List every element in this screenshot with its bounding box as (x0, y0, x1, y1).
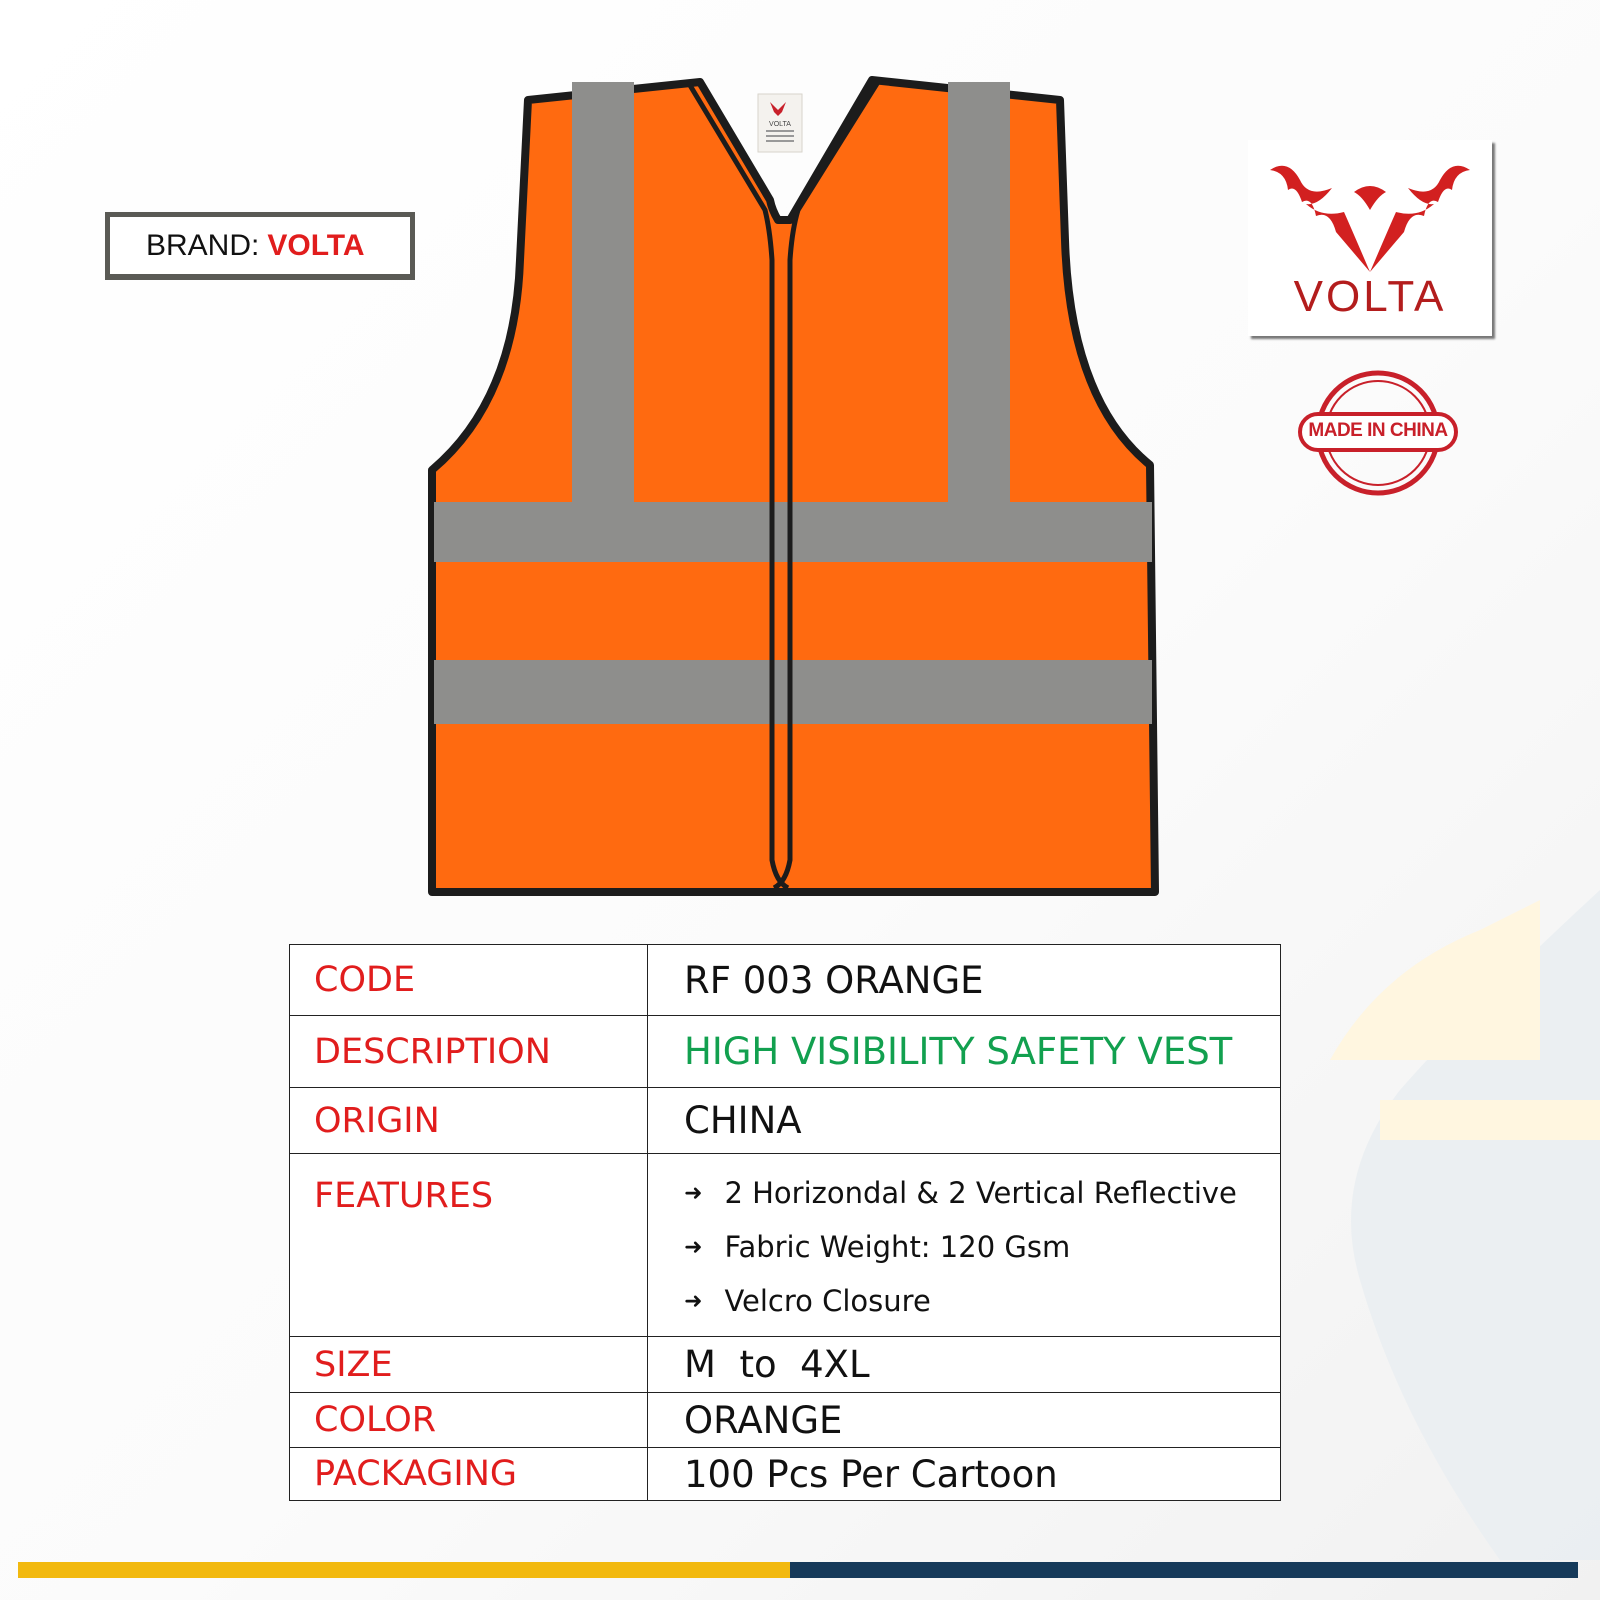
brand-value: VOLTA (267, 228, 365, 262)
description-value: HIGH VISIBILITY SAFETY VEST (648, 1016, 1281, 1088)
table-row (290, 1337, 1281, 1393)
spec-table (289, 944, 1281, 1501)
list-item (684, 1176, 1280, 1210)
color-value: ORANGE (648, 1393, 1281, 1448)
list-item (684, 1284, 1280, 1318)
safety-vest-image (420, 60, 1180, 900)
origin-value: CHINA (648, 1088, 1281, 1154)
table-row (290, 1448, 1281, 1501)
size-label: SIZE (290, 1337, 648, 1393)
table-row (290, 1088, 1281, 1154)
volta-emblem-icon (1248, 140, 1492, 280)
arrow-right-icon: ➜ (684, 1234, 703, 1260)
volta-logo (1248, 140, 1492, 336)
packaging-label: PACKAGING (290, 1448, 648, 1501)
code-value: RF 003 ORANGE (648, 945, 1281, 1016)
features-label: FEATURES (290, 1154, 648, 1337)
list-item (684, 1230, 1280, 1264)
size-value: M to 4XL (648, 1337, 1281, 1393)
packaging-value: 100 Pcs Per Cartoon (648, 1448, 1281, 1501)
arrow-right-icon: ➜ (684, 1288, 703, 1314)
arrow-right-icon: ➜ (684, 1180, 703, 1206)
table-row (290, 945, 1281, 1016)
table-row (290, 1154, 1281, 1337)
description-label: DESCRIPTION (290, 1016, 648, 1088)
feature-text: 2 Horizondal & 2 Vertical Reflective (724, 1176, 1237, 1210)
volta-wordmark: VOLTA (1293, 272, 1447, 321)
horizontal-reflective-strip-top (434, 502, 1152, 562)
feature-text: Fabric Weight: 120 Gsm (724, 1230, 1071, 1264)
vertical-reflective-strip-left (572, 82, 634, 502)
collar-label-text: VOLTA (769, 121, 791, 128)
table-row (290, 1016, 1281, 1088)
vertical-reflective-strip-right (948, 82, 1010, 502)
table-row (290, 1393, 1281, 1448)
feature-text: Velcro Closure (724, 1284, 931, 1318)
made-in-china-stamp (1298, 368, 1458, 498)
footer-bar-yellow (18, 1562, 790, 1578)
features-cell (648, 1154, 1281, 1337)
brand-label: BRAND: (146, 228, 260, 262)
color-label: COLOR (290, 1393, 648, 1448)
origin-label: ORIGIN (290, 1088, 648, 1154)
brand-label-box (105, 212, 415, 280)
code-label: CODE (290, 945, 648, 1016)
stamp-text: MADE IN CHINA (1308, 420, 1448, 441)
footer-bar-navy (790, 1562, 1578, 1578)
horizontal-reflective-strip-bottom (434, 660, 1152, 724)
features-list (684, 1154, 1280, 1336)
